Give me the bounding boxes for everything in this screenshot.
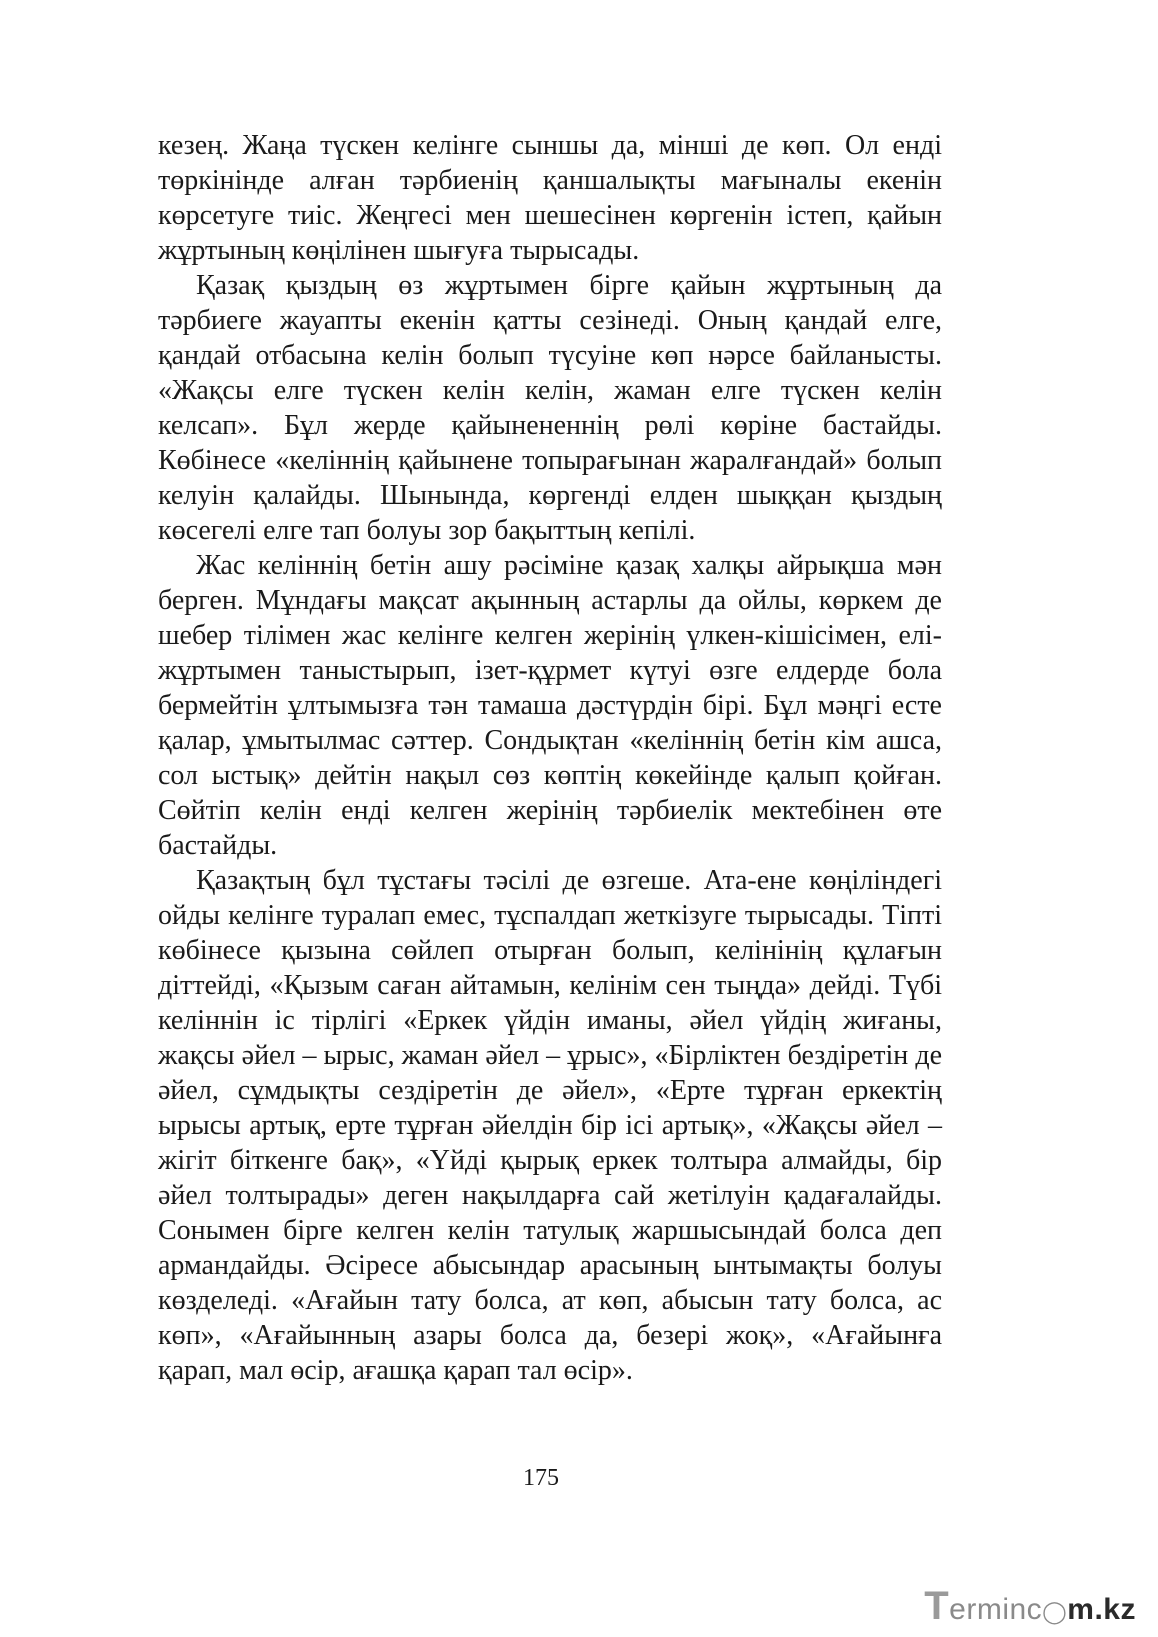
paragraph-1: кезең. Жаңа түскен келінге сыншы да, міншi де көп. Ол енді төркінінде алған тәрбиенің қаншалықты мағыналы екенін көрсетуге тиіс. Жеңгесі мен шешесінен көргенін істеп, қайын жұртының көңілінен шығуға тырысады. — [158, 130, 942, 266]
paragraph-2: Қазақ қыздың өз жұртымен бірге қайын жұртының да тәрбиеге жауапты екенін қатты сезінеді. Оның қандай елге, қандай отбасына келін болып түсуіне көп нәрсе байланысты. «Жақсы елге түскен келін келін, жаман елге түскен келін келсап». Бұл жерде қайынененнің рөлі көріне бастайды. Көбінесе «келіннің қайынене топырағынан жаралғандай» болып келуін қалайды. Шынында, көргенді елден шыққан қыздың көсегелі елге тап болуы зор бақыттың кепілі. — [158, 270, 942, 546]
page-body-text — [158, 128, 942, 1388]
magnifier-icon: ◯ — [1042, 1599, 1068, 1624]
paragraph-3: Жас келіннің бетін ашу рәсіміне қазақ халқы айрықша мән берген. Мұндағы мақсат ақынның астарлы да ойлы, көркем де шебер тілімен жас келінге келген жерінің үлкен-кішісімен, елі-жұртымен таныстырып, ізет-құрмет күтуі өзге елдерде бола бермейтін ұлтымызға тән тамаша дәстүрдін бірі. Бұл мәңгі есте қалар, ұмытылмас сәттер. Сондықтан «келіннің бетін кім ашса, сол ыстық» дейтін нақыл сөз көптің көкейінде қалып қойған. Сөйтіп келін енді келген жерінің тәрбиелік мектебінен өте бастайды. — [158, 550, 942, 861]
watermark-text-middle: erminc — [949, 1593, 1043, 1626]
paragraph-4: Қазақтың бұл тұстағы тәсілі де өзгеше. Ата-ене көңіліндегі ойды келінге туралап емес, тұспалдап жеткізуге тырысады. Тіпті көбінесе қызына сөйлеп отырған болып, келінінің құлағын діттейді, «Қызым саған айтамын, келінім сен тыңда» дейді. Түбі келіннін іс тірлігі «Еркек үйдін иманы, әйел үйдің жиғаны, жақсы әйел – ырыс, жаман әйел – ұрыс», «Бірліктен бездіретін де әйел, сұмдықты сездіретін де әйел», «Ерте тұрған еркектің ырысы артық, ерте тұрған әйелдін бір ісі артық», «Жақсы әйел – жігіт біткенге бақ», «Үйді қырық еркек толтыра алмайды, бір әйел толтырады» деген нақылдарға сай жетілуін қадағалайды. Сонымен бірге келген келін татулық жаршысындай болса деп армандайды. Әсіресе абысындар арасының ынтымақты болуы көзделеді. «Ағайын тату болса, ат көп, абысын тату болса, ас көп», «Ағайынның азары болса да, безері жоқ», «Ағайынға қарап, мал өсір, ағашқа қарап тал өсір». — [158, 865, 942, 1386]
watermark-text-suffix: m.kz — [1067, 1593, 1136, 1626]
watermark-letter-t: T — [924, 1584, 950, 1628]
page-number: 175 — [523, 1465, 559, 1491]
termincom-watermark — [924, 1584, 1136, 1630]
